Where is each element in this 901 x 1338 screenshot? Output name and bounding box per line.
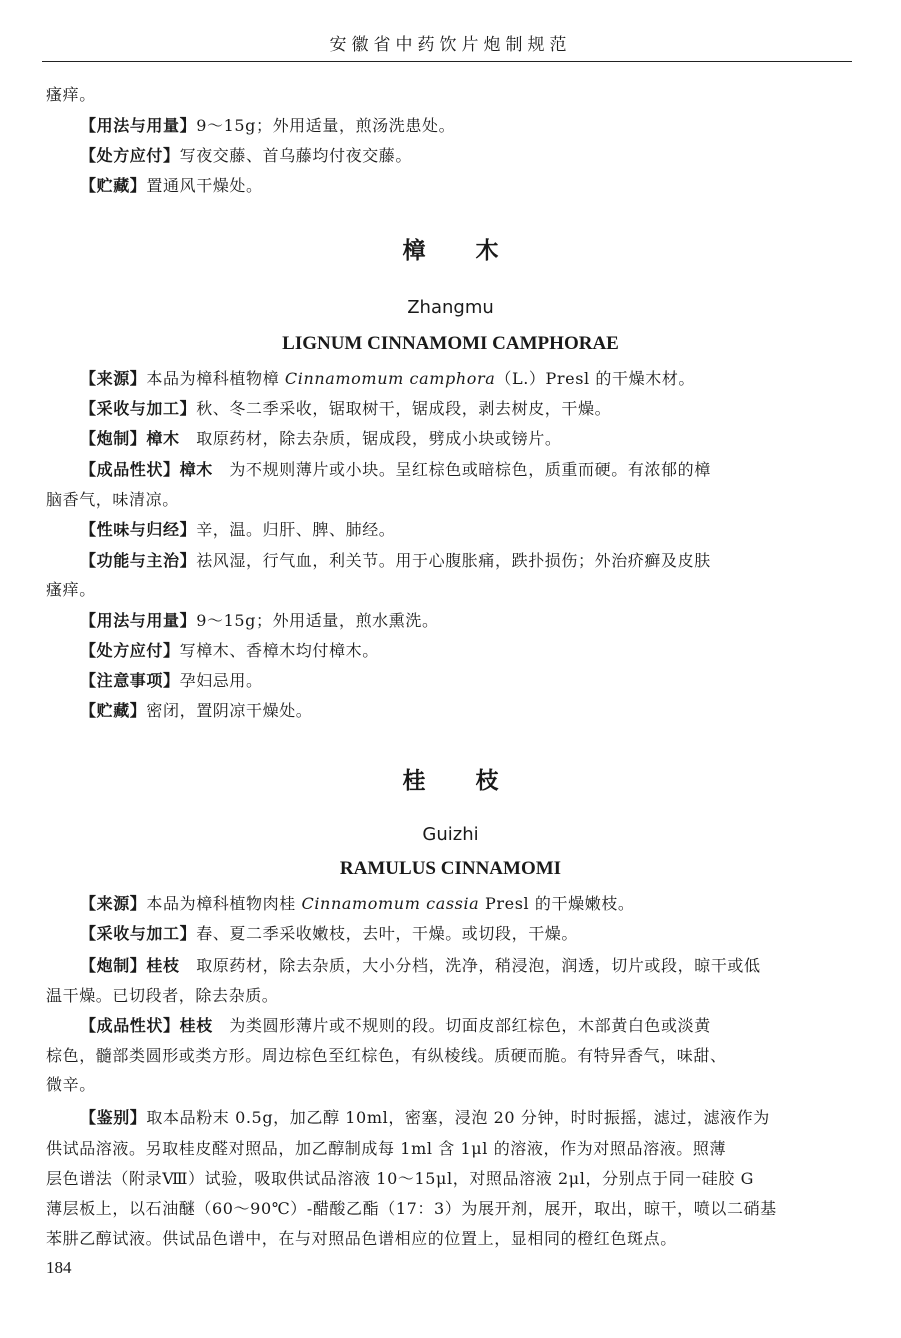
- storage-label: 【贮藏】: [80, 176, 147, 195]
- processing-text: 取原药材，除去杂质，锯成段，劈成小块或镑片。: [196, 429, 562, 448]
- identification-label: 【鉴别】: [80, 1108, 147, 1127]
- zhangmu-characteristics-cont: 脑香气，味清凉。: [46, 490, 179, 509]
- characteristics-name: 樟木: [179, 460, 213, 479]
- prev-prescription: [80, 145, 856, 167]
- characteristics-label: 【成品性状】: [80, 460, 180, 479]
- guizhi-characteristics-cont: 棕色，髓部类圆形或类方形。周边棕色至红棕色，有纵棱线。质硬而脆。有特异香气，味甜、: [46, 1046, 727, 1065]
- species-name: Cinnamomum cassia: [301, 894, 480, 913]
- zhangmu-taste: [80, 519, 856, 541]
- prev-storage: [80, 175, 856, 197]
- prescription-text: 写夜交藤、首乌藤均付夜交藤。: [179, 146, 413, 165]
- source-text-pre: 本品为樟科植物樟: [146, 369, 280, 388]
- guizhi-identification-l5: 苯肼乙醇试液。供试品色谱中，在与对照品色谱相应的位置上，显相同的橙红色斑点。: [46, 1229, 677, 1248]
- zhangmu-processing: [80, 428, 856, 450]
- source-label: 【来源】: [80, 894, 147, 913]
- guizhi-processing-cont: 温干燥。已切段者，除去杂质。: [46, 986, 279, 1005]
- function-label: 【功能与主治】: [80, 551, 197, 570]
- entry-title-guizhi: 桂 枝: [402, 768, 499, 794]
- zhangmu-storage: [80, 700, 856, 722]
- species-name: Cinnamomum camphora: [284, 369, 496, 388]
- guizhi-identification-l4: 薄层板上，以石油醚（60～90℃）-醋酸乙酯（17：3）为展开剂，展开，取出，晾干，喷以二硝基: [46, 1199, 777, 1218]
- harvest-text: 秋、冬二季采收，锯取树干，锯成段，剥去树皮，干燥。: [196, 399, 612, 418]
- processing-name: 桂枝: [146, 956, 180, 975]
- notes-text: 孕妇忌用。: [179, 671, 263, 690]
- entry-latin-guizhi: RAMULUS CINNAMOMI: [339, 858, 562, 879]
- taste-text: 辛，温。归肝、脾、肺经。: [196, 520, 396, 539]
- source-text-post: Presl 的干燥嫩枝。: [485, 894, 635, 913]
- characteristics-name: 桂枝: [179, 1016, 213, 1035]
- harvest-label: 【采收与加工】: [80, 924, 197, 943]
- processing-text: 取原药材，除去杂质，大小分档，洗净，稍浸泡，润透，切片或段，晾干或低: [196, 956, 761, 975]
- running-header: 安徽省中药饮片炮制规范: [329, 35, 572, 55]
- entry-pinyin-guizhi: Guizhi: [422, 824, 479, 845]
- guizhi-processing: [80, 955, 856, 977]
- zhangmu-function: [80, 550, 856, 572]
- guizhi-characteristics-cont2: 微辛。: [46, 1075, 96, 1094]
- zhangmu-characteristics: [80, 459, 856, 481]
- entry-latin-zhangmu: LIGNUM CINNAMOMI CAMPHORAE: [282, 333, 619, 354]
- harvest-text: 春、夏二季采收嫩枝，去叶，干燥。或切段，干燥。: [196, 924, 579, 943]
- harvest-label: 【采收与加工】: [80, 399, 197, 418]
- identification-text: 取本品粉末 0.5g，加乙醇 10ml，密塞，浸泡 20 分钟，时时振摇，滤过，滤液作为: [146, 1108, 770, 1127]
- usage-label: 【用法与用量】: [80, 611, 197, 630]
- storage-text: 置通风干燥处。: [146, 176, 263, 195]
- prev-entry-tail: 瘙痒。: [46, 85, 96, 104]
- guizhi-harvest: [80, 923, 856, 945]
- source-label: 【来源】: [80, 369, 147, 388]
- prescription-text: 写樟木、香樟木均付樟木。: [179, 641, 379, 660]
- zhangmu-function-cont: 瘙痒。: [46, 580, 96, 599]
- zhangmu-source: [80, 368, 856, 390]
- prescription-label: 【处方应付】: [80, 641, 180, 660]
- guizhi-source: [80, 893, 856, 915]
- zhangmu-notes: [80, 670, 856, 692]
- entry-pinyin-zhangmu: Zhangmu: [407, 297, 494, 318]
- guizhi-identification-l3: 层色谱法（附录Ⅷ）试验，吸取供试品溶液 10～15μl，对照品溶液 2μl，分别点于同一硅胶 G: [46, 1169, 754, 1188]
- storage-text: 密闭，置阴凉干燥处。: [146, 701, 313, 720]
- function-text: 祛风湿，行气血，利关节。用于心腹胀痛，跌扑损伤；外治疥癣及皮肤: [196, 551, 711, 570]
- source-text-post: （L.）Presl 的干燥木材。: [495, 369, 696, 388]
- zhangmu-usage: [80, 610, 856, 632]
- header-rule: [42, 61, 852, 62]
- characteristics-text: 为类圆形薄片或不规则的段。切面皮部红棕色，木部黄白色或淡黄: [229, 1016, 711, 1035]
- processing-name: 樟木: [146, 429, 180, 448]
- usage-text: 9～15g；外用适量，煎汤洗患处。: [196, 116, 456, 135]
- prescription-label: 【处方应付】: [80, 146, 180, 165]
- zhangmu-harvest: [80, 398, 856, 420]
- entry-title-zhangmu: 樟 木: [402, 238, 499, 264]
- zhangmu-prescription: [80, 640, 856, 662]
- source-text-pre: 本品为樟科植物肉桂: [146, 894, 296, 913]
- characteristics-label: 【成品性状】: [80, 1016, 180, 1035]
- usage-label: 【用法与用量】: [80, 116, 197, 135]
- notes-label: 【注意事项】: [80, 671, 180, 690]
- storage-label: 【贮藏】: [80, 701, 147, 720]
- processing-label: 【炮制】: [80, 956, 147, 975]
- processing-label: 【炮制】: [80, 429, 147, 448]
- page-number: 184: [46, 1258, 72, 1277]
- usage-text: 9～15g；外用适量，煎水熏洗。: [196, 611, 439, 630]
- guizhi-identification-l2: 供试品溶液。另取桂皮醛对照品，加乙醇制成每 1ml 含 1μl 的溶液，作为对照品溶液。照薄: [46, 1139, 727, 1158]
- guizhi-characteristics: [80, 1015, 856, 1037]
- prev-usage: [80, 115, 856, 137]
- guizhi-identification: [80, 1107, 856, 1129]
- taste-label: 【性味与归经】: [80, 520, 197, 539]
- characteristics-text: 为不规则薄片或小块。呈红棕色或暗棕色，质重而硬。有浓郁的樟: [229, 460, 711, 479]
